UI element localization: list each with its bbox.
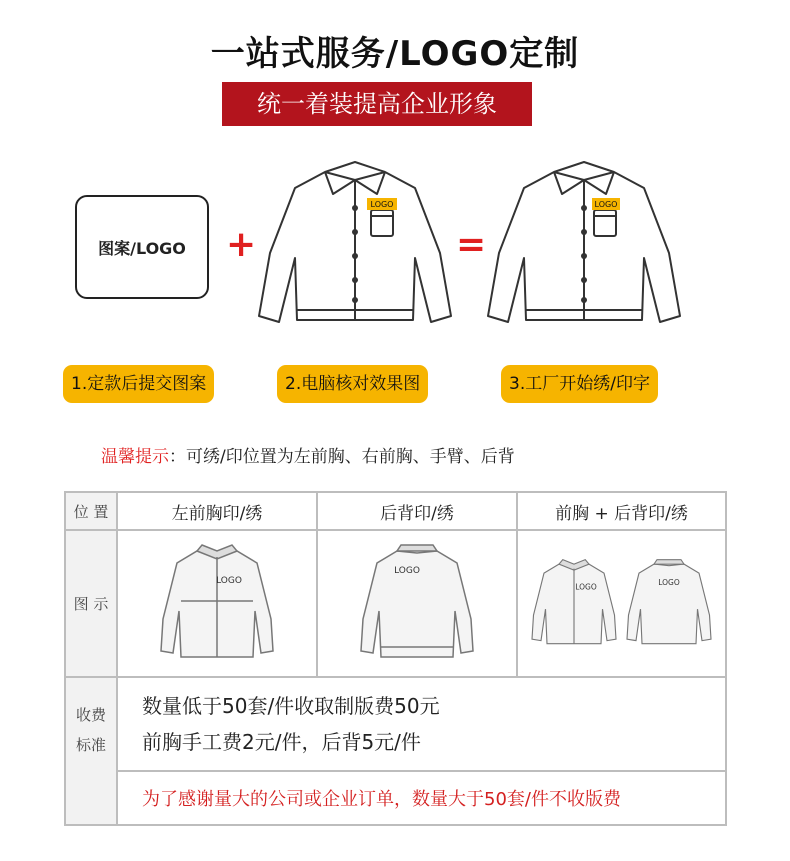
figure-chest-back [517, 530, 726, 677]
step-2-badge: 2.电脑核对效果图 [277, 365, 428, 403]
fee-label-line2: 标准 [75, 736, 106, 754]
tip-line [101, 442, 515, 467]
logo-box-label: 图案/LOGO [98, 238, 186, 258]
jacket-logo-text: LOGO [658, 577, 680, 587]
jacket-logo-text: LOGO [216, 576, 242, 586]
shirt-logo-tag: LOGO [370, 200, 394, 209]
shirt-logo-tag: LOGO [594, 200, 618, 209]
figure-left-chest [117, 530, 317, 677]
step-1-badge: 1.定款后提交图案 [63, 365, 214, 403]
plus-sign: + [226, 224, 257, 265]
equals-sign: = [456, 224, 487, 265]
fee-line-1: 数量低于50套/件收取制版费50元 [142, 694, 440, 718]
figure-label: 图 示 [65, 530, 117, 677]
step-3-badge: 3.工厂开始绣/印字 [501, 365, 658, 403]
position-label: 位 置 [65, 492, 117, 530]
jacket-front-icon [529, 547, 619, 657]
column-chest-back: 前胸 + 后背印/绣 [517, 492, 726, 530]
figure-back [317, 530, 517, 677]
jacket-logo-text: LOGO [394, 566, 420, 576]
fee-label-line1: 收费 [75, 706, 106, 724]
shirt-sketch-with-logo [255, 158, 455, 330]
column-left-chest: 左前胸印/绣 [117, 492, 317, 530]
page-title: 一站式服务/LOGO定制 [210, 34, 580, 74]
column-back: 后背印/绣 [317, 492, 517, 530]
tip-label: 温馨提示 [101, 447, 169, 467]
shirt-sketch-result [484, 158, 684, 330]
fee-details [117, 677, 726, 771]
position-fee-table [64, 491, 727, 826]
fee-label [65, 677, 117, 825]
jacket-back-icon [357, 539, 477, 664]
jacket-front-icon [157, 539, 277, 664]
jacket-logo-text: LOGO [575, 582, 597, 592]
fee-note: 为了感谢量大的公司或企业订单，数量大于50套/件不收版费 [117, 771, 726, 825]
fee-line-2: 前胸手工费2元/件，后背5元/件 [142, 730, 421, 754]
logo-pattern-box [75, 195, 209, 299]
subtitle-banner: 统一着装提高企业形象 [222, 82, 532, 126]
tip-text: ：可绣/印位置为左前胸、右前胸、手臂、后背 [169, 447, 515, 467]
jacket-back-icon [624, 547, 714, 657]
